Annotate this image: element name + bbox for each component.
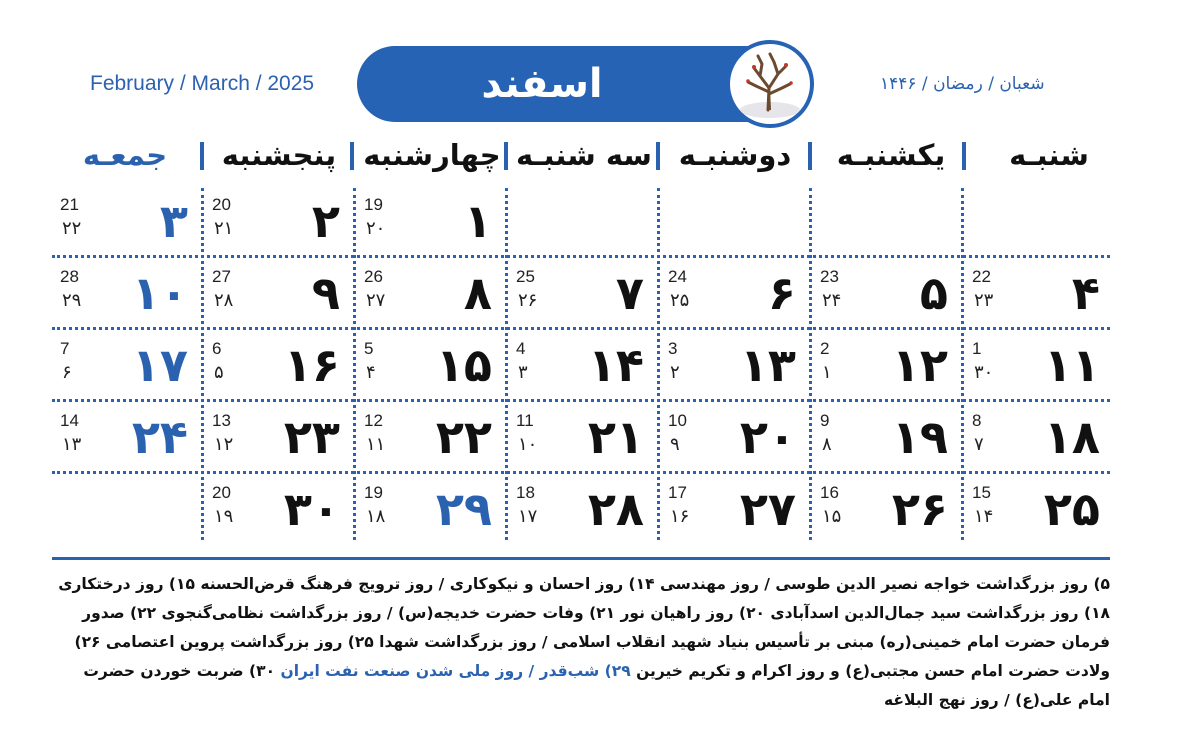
day-cell[interactable] xyxy=(202,189,352,253)
gregorian-day: 13 xyxy=(212,411,231,430)
gregorian-day: 1 xyxy=(972,339,982,358)
day-cell[interactable] xyxy=(658,333,808,397)
hijri-day: ۲۲ xyxy=(62,218,82,239)
day-cell[interactable] xyxy=(962,333,1112,397)
hijri-day: ۲۱ xyxy=(214,218,234,239)
gregorian-day: 10 xyxy=(668,411,687,430)
day-cell[interactable] xyxy=(506,477,656,541)
day-cell[interactable] xyxy=(506,405,656,469)
hijri-day: ۲۳ xyxy=(974,290,994,311)
day-cell[interactable] xyxy=(658,477,808,541)
day-cell[interactable] xyxy=(810,333,960,397)
day-cell[interactable] xyxy=(50,189,200,253)
persian-day-number: ۲۲ xyxy=(435,410,492,464)
weekday-friday: جمعـه xyxy=(82,138,168,172)
persian-day-number: ۲۶ xyxy=(891,482,948,536)
day-cell[interactable] xyxy=(962,261,1112,325)
gregorian-day: 20 xyxy=(212,483,231,502)
day-cell[interactable] xyxy=(50,333,200,397)
persian-day-number: ۳۰ xyxy=(283,482,340,536)
persian-day-number: ۱۴ xyxy=(587,338,644,392)
hijri-day: ۹ xyxy=(670,434,680,455)
gregorian-months-label: February / March / 2025 xyxy=(90,72,315,95)
month-name: اسفند xyxy=(481,61,603,107)
notes-divider xyxy=(52,557,1110,560)
hijri-day: ۸ xyxy=(822,434,832,455)
hijri-day: ۳۰ xyxy=(974,362,994,383)
persian-day-number: ۲۹ xyxy=(435,482,492,536)
gregorian-day: 22 xyxy=(972,267,991,286)
persian-day-number: ۱۵ xyxy=(435,338,492,392)
day-cell[interactable] xyxy=(810,261,960,325)
row-divider xyxy=(52,399,1110,402)
day-cell[interactable] xyxy=(658,405,808,469)
gregorian-day: 23 xyxy=(820,267,839,286)
gregorian-day: 7 xyxy=(60,339,70,358)
gregorian-day: 11 xyxy=(516,411,534,430)
notes-holiday-text: ۲۹) شب‌قدر / روز ملی شدن صنعت نفت ایران xyxy=(280,662,631,680)
day-cell[interactable] xyxy=(354,261,504,325)
persian-day-number: ۲۱ xyxy=(587,410,644,464)
persian-day-number: ۲۰ xyxy=(739,410,796,464)
day-cell[interactable] xyxy=(202,405,352,469)
weekday-separator xyxy=(200,142,204,170)
persian-day-number: ۷ xyxy=(615,266,644,320)
day-cell[interactable] xyxy=(810,477,960,541)
day-cell[interactable] xyxy=(202,333,352,397)
weekday-wednesday: چهارشنبه xyxy=(363,138,501,172)
hijri-day: ۲۵ xyxy=(670,290,690,311)
gregorian-day: 15 xyxy=(972,483,991,502)
tree-icon xyxy=(730,44,810,124)
persian-day-number: ۲۷ xyxy=(739,482,796,536)
persian-day-number: ۱۷ xyxy=(131,338,188,392)
gregorian-day: 6 xyxy=(212,339,222,358)
gregorian-day: 18 xyxy=(516,483,535,502)
weekday-saturday: شنبـه xyxy=(1009,138,1089,172)
day-cell[interactable] xyxy=(50,261,200,325)
day-cell[interactable] xyxy=(202,477,352,541)
hijri-day: ۱۱ xyxy=(366,434,386,455)
hijri-day: ۲۶ xyxy=(518,290,538,311)
hijri-day: ۶ xyxy=(62,362,72,383)
hijri-day: ۱۰ xyxy=(518,434,538,455)
hijri-day: ۳ xyxy=(518,362,528,383)
hijri-day: ۱۷ xyxy=(518,506,538,527)
gregorian-day: 27 xyxy=(212,267,231,286)
winter-tree-illustration xyxy=(726,40,814,128)
hijri-day: ۱۸ xyxy=(366,506,386,527)
persian-day-number: ۳ xyxy=(159,194,188,248)
day-cell[interactable] xyxy=(962,477,1112,541)
hijri-day: ۱۳ xyxy=(62,434,82,455)
weekday-sunday: یکشنبـه xyxy=(836,138,946,172)
hijri-day: ۴ xyxy=(366,362,376,383)
persian-day-number: ۱۱ xyxy=(1043,338,1100,392)
hijri-day: ۵ xyxy=(214,362,224,383)
day-cell[interactable] xyxy=(506,261,656,325)
hijri-day: ۲۰ xyxy=(366,218,386,239)
persian-day-number: ۲ xyxy=(311,194,340,248)
row-divider xyxy=(52,471,1110,474)
hijri-months-label: شعبان / رمضان / ۱۴۴۶ xyxy=(880,74,1045,94)
persian-day-number: ۶ xyxy=(767,266,796,320)
persian-day-number: ۲۵ xyxy=(1043,482,1100,536)
occasions-notes xyxy=(52,570,1110,715)
hijri-day: ۲۹ xyxy=(62,290,82,311)
persian-day-number: ۸ xyxy=(463,266,492,320)
day-cell[interactable] xyxy=(658,261,808,325)
day-cell[interactable] xyxy=(962,405,1112,469)
gregorian-day: 19 xyxy=(364,195,383,214)
gregorian-day: 19 xyxy=(364,483,383,502)
persian-day-number: ۱۹ xyxy=(891,410,948,464)
weekday-separator xyxy=(504,142,508,170)
gregorian-day: 17 xyxy=(668,483,687,502)
weekday-header-row xyxy=(50,130,1120,180)
hijri-day: ۱ xyxy=(822,362,832,383)
gregorian-day: 8 xyxy=(972,411,982,430)
day-cell[interactable] xyxy=(506,333,656,397)
persian-day-number: ۲۳ xyxy=(283,410,340,464)
weekday-separator xyxy=(808,142,812,170)
gregorian-day: 3 xyxy=(668,339,678,358)
day-cell[interactable] xyxy=(202,261,352,325)
hijri-day: ۱۶ xyxy=(670,506,690,527)
persian-day-number: ۲۸ xyxy=(587,482,644,536)
gregorian-day: 16 xyxy=(820,483,839,502)
persian-day-number: ۵ xyxy=(919,266,948,320)
day-cell[interactable] xyxy=(810,405,960,469)
persian-day-number: ۱ xyxy=(463,194,492,248)
weekday-tuesday: سه شنبـه xyxy=(516,138,652,172)
day-cell[interactable] xyxy=(50,405,200,469)
weekday-separator xyxy=(962,142,966,170)
row-divider xyxy=(52,255,1110,258)
day-cell[interactable] xyxy=(354,477,504,541)
persian-day-number: ۲۴ xyxy=(131,410,188,464)
row-divider xyxy=(52,327,1110,330)
day-cell[interactable] xyxy=(354,333,504,397)
persian-day-number: ۱۰ xyxy=(131,266,188,320)
persian-day-number: ۴ xyxy=(1071,266,1100,320)
notes-text-end: ۳۰) ضربت خوردن حضرت امام علی(ع) / روز نهج البلاغه xyxy=(83,662,1110,709)
persian-day-number: ۱۲ xyxy=(891,338,948,392)
weekday-monday: دوشنبـه xyxy=(678,138,792,172)
hijri-day: ۷ xyxy=(974,434,984,455)
gregorian-day: 4 xyxy=(516,339,526,358)
hijri-day: ۱۴ xyxy=(974,506,994,527)
gregorian-day: 26 xyxy=(364,267,383,286)
gregorian-day: 9 xyxy=(820,411,830,430)
gregorian-day: 24 xyxy=(668,267,687,286)
gregorian-day: 21 xyxy=(60,195,79,214)
hijri-day: ۱۵ xyxy=(822,506,842,527)
weekday-thursday: پنجشنبه xyxy=(221,138,337,172)
gregorian-day: 25 xyxy=(516,267,535,286)
hijri-day: ۲۸ xyxy=(214,290,234,311)
hijri-day: ۲ xyxy=(670,362,680,383)
gregorian-day: 20 xyxy=(212,195,231,214)
persian-day-number: ۱۶ xyxy=(283,338,340,392)
hijri-day: ۲۴ xyxy=(822,290,842,311)
notes-text: ۵) روز بزرگداشت خواجه نصیر الدین طوسی / روز مهندسی ۱۴) روز احسان و نیکوکاری / روز ترویج فرهنگ قرض‌الحسنه ۱۵) روز درختکاری ۱۸) روز بزرگداشت سید جمال‌الدین اسدآبادی ۲۰) روز راهیان نور ۲۱) وفات حضرت خدیجه(س) / روز بزرگداشت نظامی‌گنجوی ۲۲) صدور فرمان حضرت امام خمینی(ره) مبنی بر تأسیس بنیاد شهید انقلاب اسلامی / روز بزرگداشت شهدا ۲۵) روز بزرگداشت پروین اعتصامی ۲۶) ولادت حضرت امام حسن مجتبی(ع) و روز اکرام و تکریم خیرین xyxy=(58,575,1110,680)
day-cell[interactable] xyxy=(354,189,504,253)
hijri-day: ۱۲ xyxy=(214,434,234,455)
persian-day-number: ۹ xyxy=(311,266,340,320)
gregorian-day: 12 xyxy=(364,411,383,430)
day-cell[interactable] xyxy=(354,405,504,469)
weekday-separator xyxy=(656,142,660,170)
persian-day-number: ۱۳ xyxy=(739,338,796,392)
gregorian-day: 2 xyxy=(820,339,830,358)
gregorian-day: 28 xyxy=(60,267,79,286)
gregorian-day: 5 xyxy=(364,339,374,358)
weekday-separator xyxy=(350,142,354,170)
persian-day-number: ۱۸ xyxy=(1043,410,1100,464)
hijri-day: ۲۷ xyxy=(366,290,386,311)
hijri-day: ۱۹ xyxy=(214,506,234,527)
gregorian-day: 14 xyxy=(60,411,79,430)
